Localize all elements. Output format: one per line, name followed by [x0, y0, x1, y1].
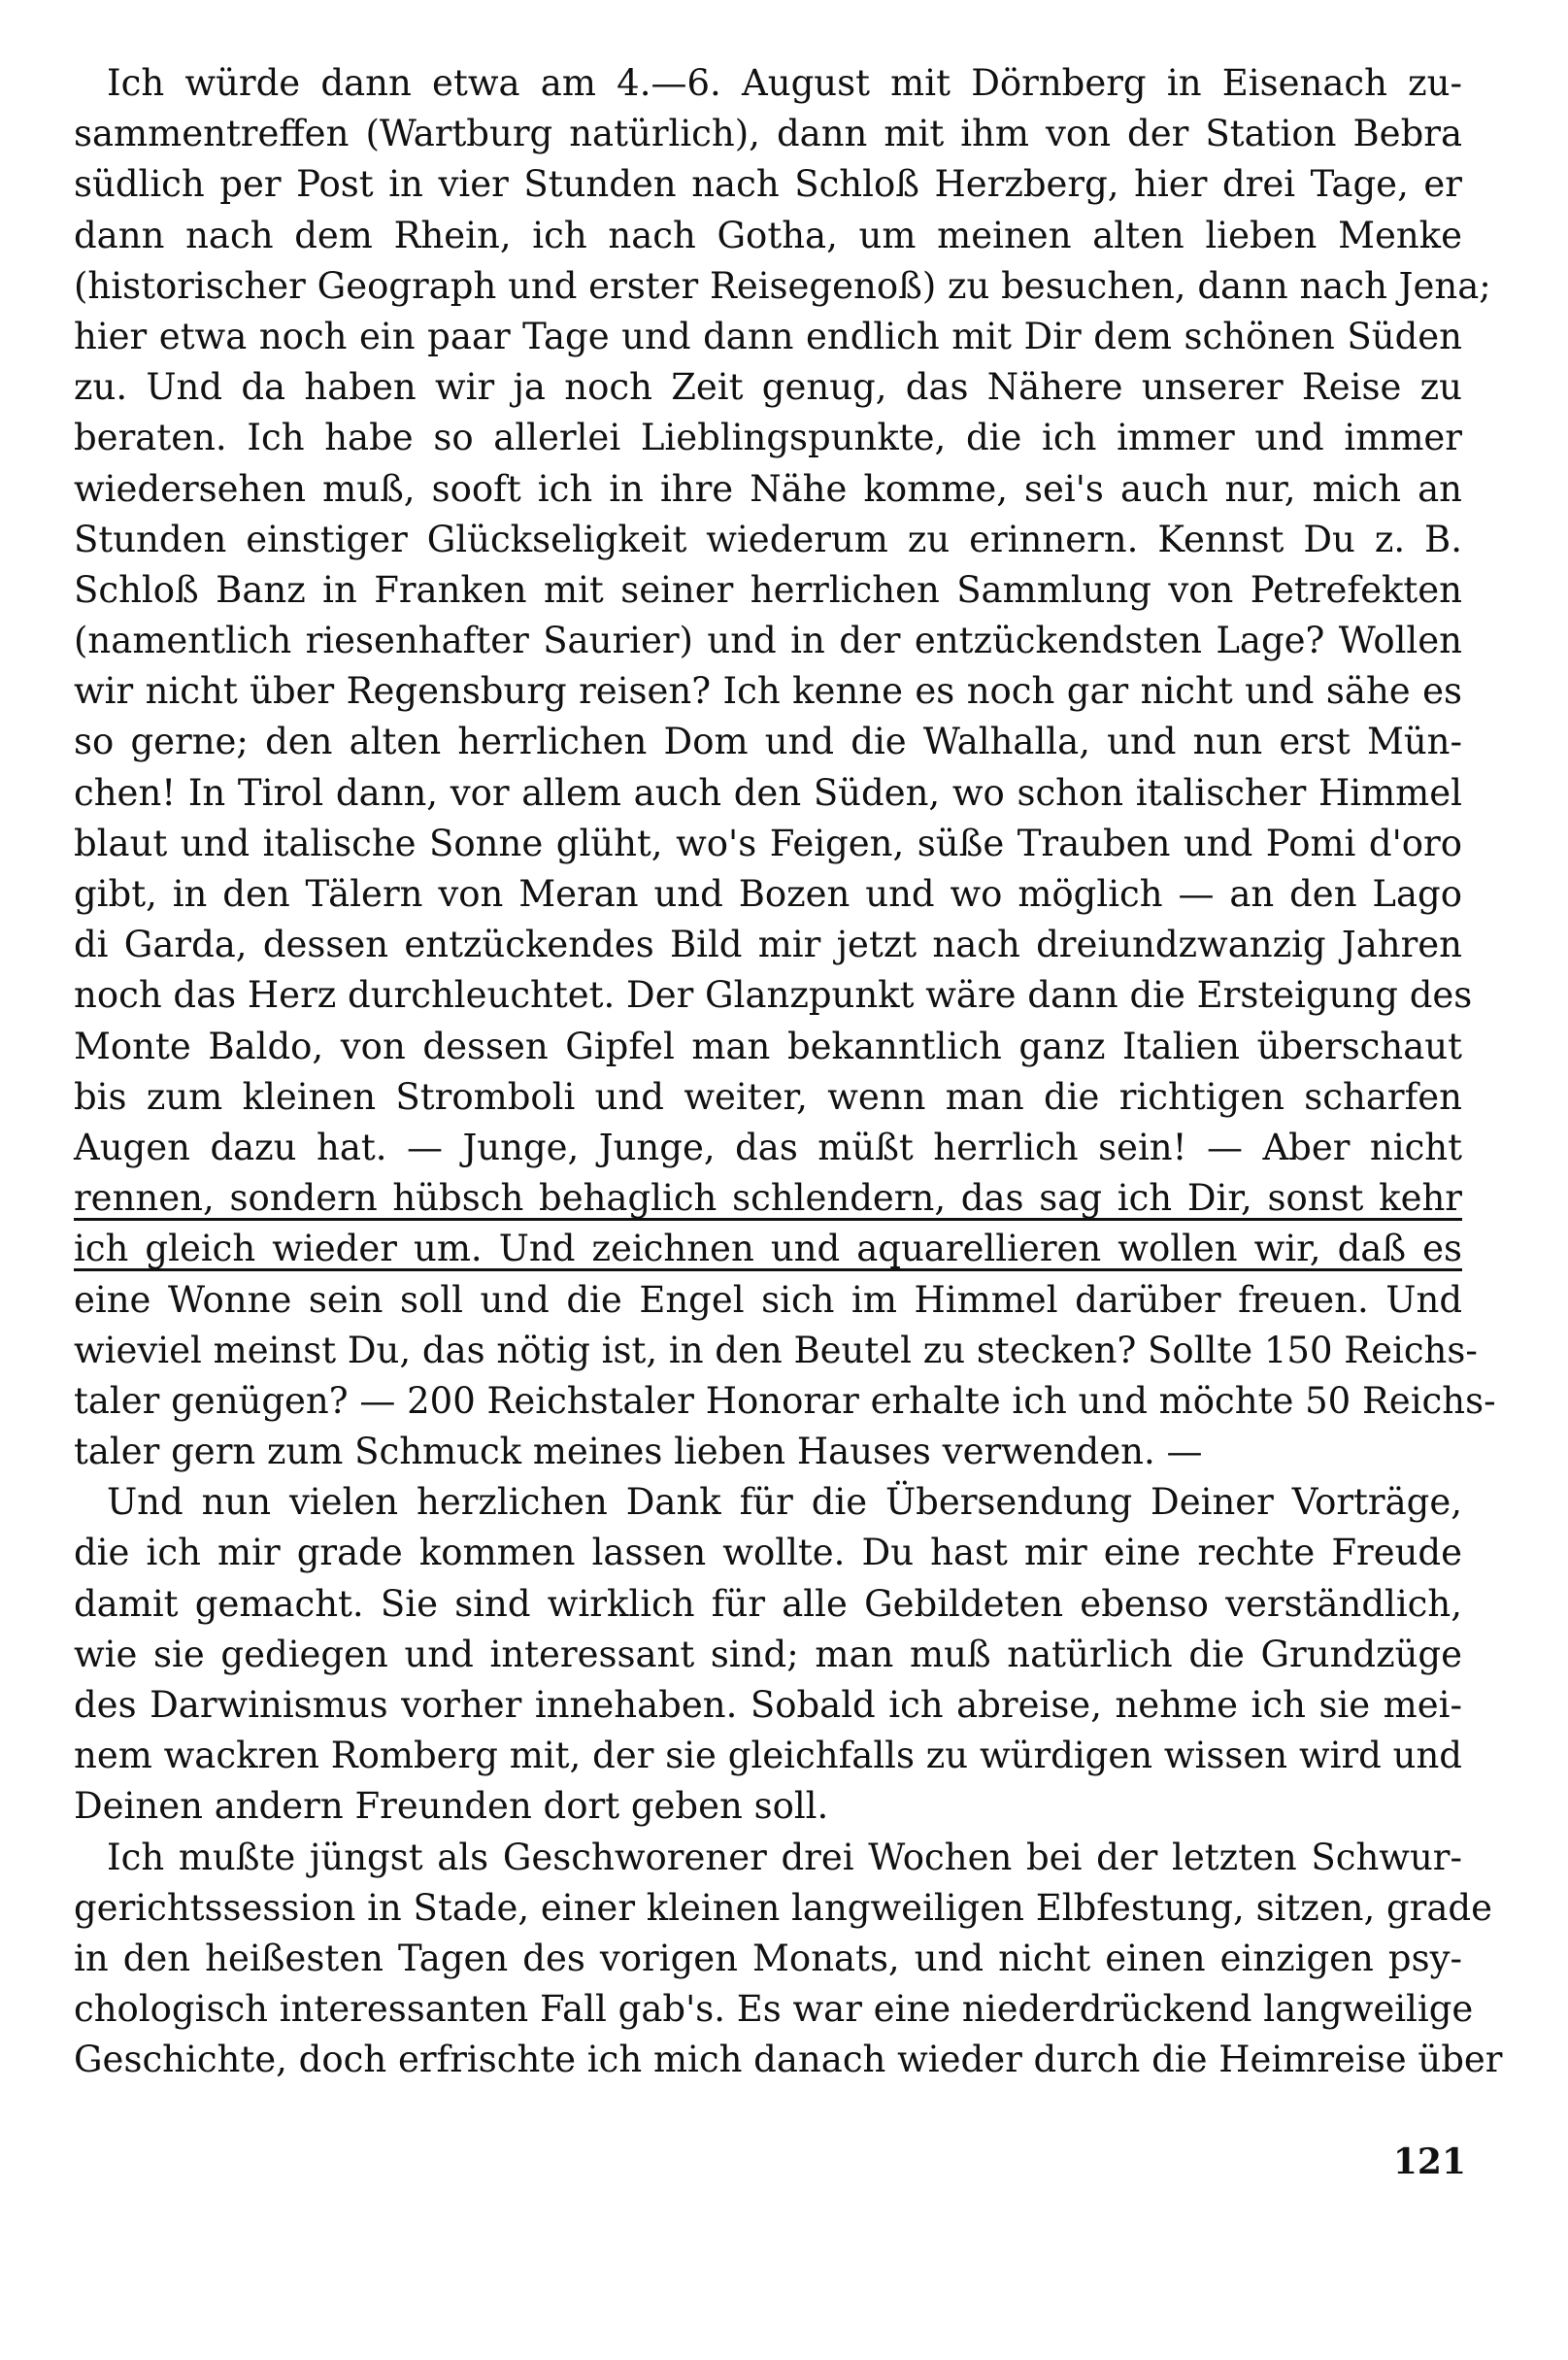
text-line: Und nun vielen herzlichen Dank für die Übersendung Deiner Vorträge,	[107, 1481, 1462, 1524]
text-line: Ich würde dann etwa am 4.—6. August mit Dörnberg in Eisenach zu-	[107, 62, 1462, 104]
text-line: des Darwinismus vorher innehaben. Sobald ich abreise, nehme ich sie mei-	[74, 1684, 1462, 1726]
body-text	[74, 58, 1503, 2086]
text-line: wiedersehen muß, sooft ich in ihre Nähe komme, sei's auch nur, mich an	[74, 467, 1462, 510]
text-line: Monte Baldo, von dessen Gipfel man bekanntlich ganz Italien überschaut	[74, 1025, 1462, 1067]
text-line: taler gern zum Schmuck meines lieben Hauses verwenden. —	[74, 1431, 1203, 1473]
text-line: (namentlich riesenhafter Saurier) und in der entzückendsten Lage? Wollen	[74, 620, 1462, 662]
text-line: (historischer Geograph und erster Reisegenoß) zu besuchen, dann nach Jena;	[74, 264, 1491, 307]
text-line-underlined: rennen, sondern hübsch behaglich schlendern, das sag ich Dir, sonst kehr	[74, 1177, 1462, 1220]
text-line: zu. Und da haben wir ja noch Zeit genug, das Nähere unserer Reise zu	[74, 366, 1462, 409]
text-line: wir nicht über Regensburg reisen? Ich kenne es noch gar nicht und sähe es	[74, 670, 1462, 713]
text-line: damit gemacht. Sie sind wirklich für alle Gebildeten ebenso verständlich,	[74, 1582, 1462, 1625]
text-line: blaut und italische Sonne glüht, wo's Feigen, süße Trauben und Pomi d'oro	[74, 822, 1462, 864]
text-line: wie sie gediegen und interessant sind; man muß natürlich die Grundzüge	[74, 1633, 1462, 1675]
text-line: Ich mußte jüngst als Geschworener drei Wochen bei der letzten Schwur-	[107, 1836, 1462, 1878]
text-line: südlich per Post in vier Stunden nach Schloß Herzberg, hier drei Tage, er	[74, 163, 1462, 206]
text-line: di Garda, dessen entzückendes Bild mir jetzt nach dreiundzwanzig Jahren	[74, 924, 1462, 966]
text-line: gerichtssession in Stade, einer kleinen langweiligen Elbfestung, sitzen, grade	[74, 1886, 1493, 1929]
text-line: die ich mir grade kommen lassen wollte. Du hast mir eine rechte Freude	[74, 1532, 1462, 1574]
text-line-underlined: ich gleich wieder um. Und zeichnen und aquarellieren wollen wir, daß es	[74, 1228, 1462, 1270]
text-line: wieviel meinst Du, das nötig ist, in den Beutel zu stecken? Sollte 150 Reichs-	[74, 1329, 1478, 1371]
text-line: beraten. Ich habe so allerlei Lieblingspunkte, die ich immer und immer	[74, 417, 1462, 459]
text-line: Stunden einstiger Glückseligkeit wiederum zu erinnern. Kennst Du z. B.	[74, 518, 1462, 560]
text-line: noch das Herz durchleuchtet. Der Glanzpunkt wäre dann die Ersteigung des	[74, 974, 1473, 1017]
text-line: sammentreffen (Wartburg natürlich), dann mit ihm von der Station Bebra	[74, 113, 1462, 155]
text-line: bis zum kleinen Stromboli und weiter, wenn man die richtigen scharfen	[74, 1075, 1462, 1118]
text-line: dann nach dem Rhein, ich nach Gotha, um meinen alten lieben Menke	[74, 214, 1462, 256]
text-line: chologisch interessanten Fall gab's. Es war eine niederdrückend langweilige	[74, 1988, 1474, 2031]
text-line: hier etwa noch ein paar Tage und dann endlich mit Dir dem schönen Süden	[74, 315, 1462, 357]
text-line: chen! In Tirol dann, vor allem auch den Süden, wo schon italischer Himmel	[74, 771, 1462, 814]
text-line: Augen dazu hat. — Junge, Junge, das müßt herrlich sein! — Aber nicht	[74, 1126, 1462, 1168]
text-line: Deinen andern Freunden dort geben soll.	[74, 1785, 829, 1828]
text-line: nem wackren Romberg mit, der sie gleichfalls zu würdigen wissen wird und	[74, 1735, 1462, 1777]
text-line: Schloß Banz in Franken mit seiner herrlichen Sammlung von Petrefekten	[74, 568, 1462, 611]
text-line: so gerne; den alten herrlichen Dom und die Walhalla, und nun erst Mün-	[74, 721, 1462, 763]
text-line: in den heißesten Tagen des vorigen Monats, und nicht einen einzigen psy-	[74, 1937, 1462, 1979]
text-line: Geschichte, doch erfrischte ich mich danach wieder durch die Heimreise über	[74, 2039, 1503, 2081]
text-line: eine Wonne sein soll und die Engel sich im Himmel darüber freuen. Und	[74, 1278, 1462, 1321]
text-line: taler genügen? — 200 Reichstaler Honorar erhalte ich und möchte 50 Reichs-	[74, 1379, 1496, 1422]
text-line: gibt, in den Tälern von Meran und Bozen und wo möglich — an den Lago	[74, 873, 1462, 915]
page-number: 121	[1392, 2141, 1466, 2182]
